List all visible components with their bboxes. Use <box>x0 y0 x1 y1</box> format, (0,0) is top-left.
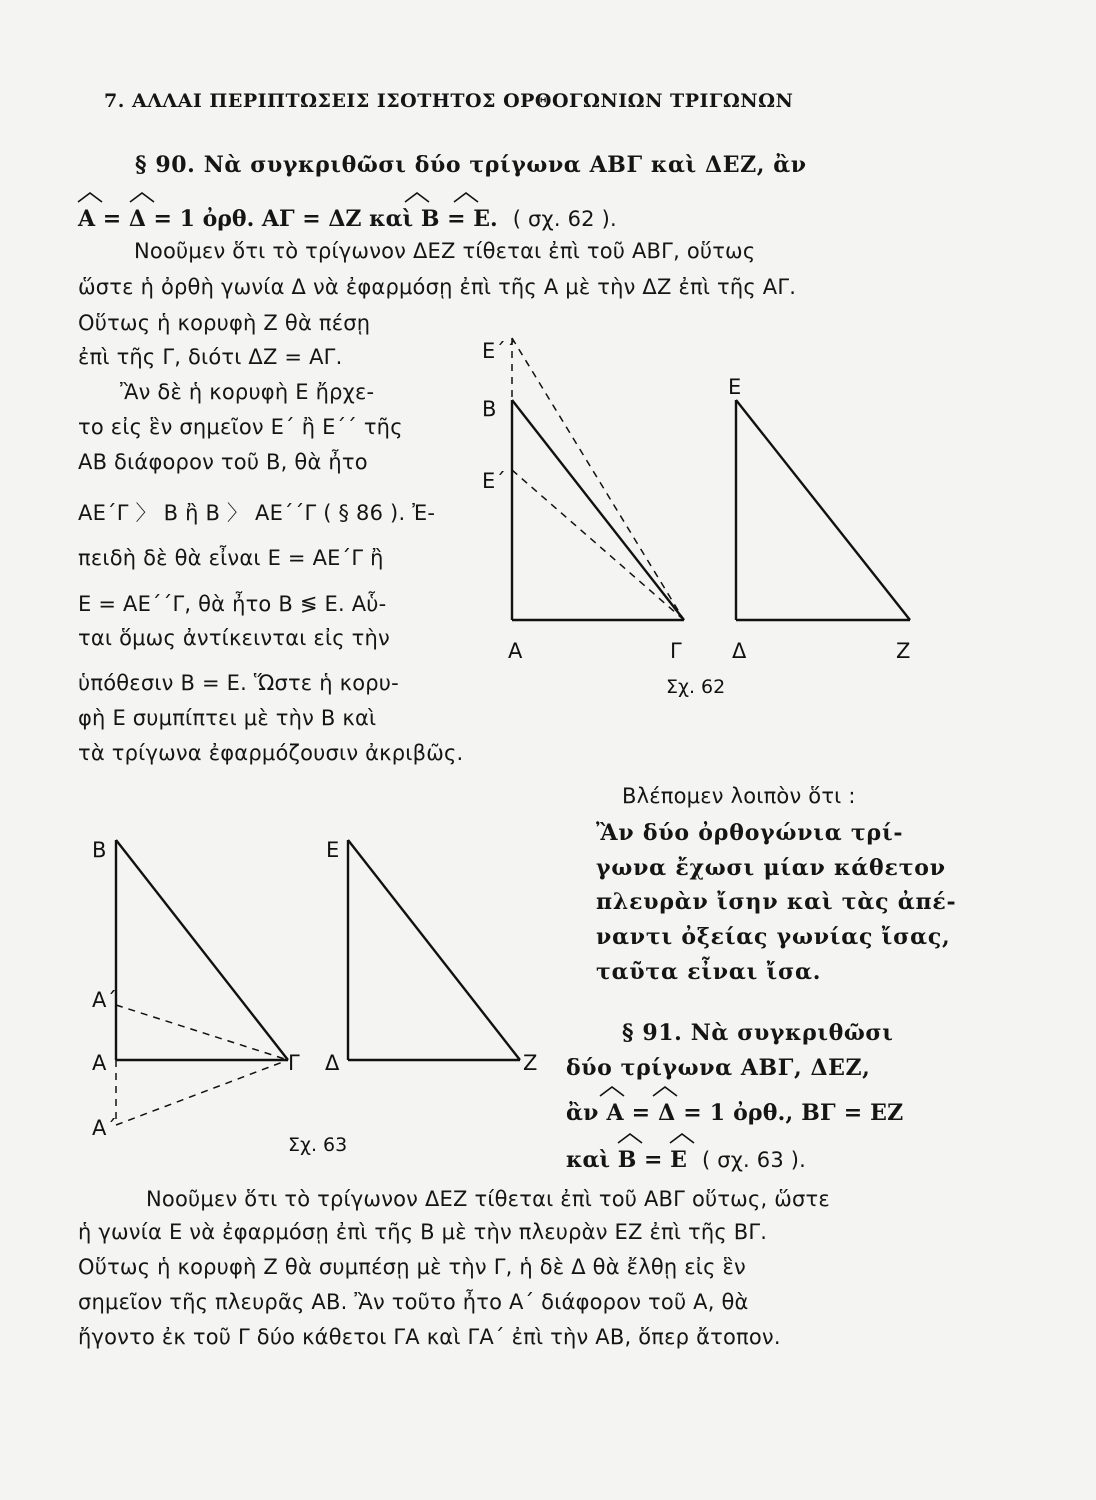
fig62-label: Δ <box>732 639 747 663</box>
p91-heading-line: δύο τρίγωνα ΑΒΓ, ΔΕΖ, <box>566 1055 871 1081</box>
p90-line: φὴ Ε συμπίπτει μὲ τὴν Β καὶ <box>78 706 377 730</box>
p90-line: Ε = ΑΕ΄΄Γ, θὰ ἦτο Β ≶ Ε. Αὗ- <box>78 592 387 616</box>
fig63-side-EZ <box>348 840 520 1060</box>
fig62-caption: Σχ. 62 <box>666 676 726 698</box>
p90-line: ΑΕ΄Γ 〉 Β ἢ Β 〉 ΑΕ΄΄Γ ( § 86 ). Ἐ- <box>78 501 436 525</box>
p91-heading-line: § 91. Νὰ συγκριθῶσι <box>622 1020 894 1046</box>
fig62-label: Β <box>482 397 497 421</box>
fig63-dash-A1G-lower <box>116 1060 288 1125</box>
p90-line: ἐπὶ τῆς Γ, διότι ΔΖ = ΑΓ. <box>78 345 343 369</box>
p90-line: ὑπόθεσιν Β = Ε. Ὥστε ἡ κορυ- <box>78 671 399 695</box>
fig62-label: Ε΄΄ <box>482 339 517 363</box>
fig63-label: Β <box>92 838 107 862</box>
p91-line: Οὕτως ἡ κορυφὴ Ζ θὰ συμπέσῃ μὲ τὴν Γ, ἡ δὲ Δ θὰ ἔλθῃ εἰς ἓν <box>78 1255 746 1279</box>
p91-line: ἤγοντο ἐκ τοῦ Γ δύο κάθετοι ΓΑ καὶ ΓΑ΄ ἐπὶ τὴν ΑΒ, ὅπερ ἄτοπον. <box>78 1325 781 1349</box>
p91-line: σημεῖον τῆς πλευρᾶς ΑΒ. Ἂν τοῦτο ἦτο Α΄ διάφορον τοῦ Α, θὰ <box>78 1290 749 1314</box>
fig62-dash-E1G <box>512 470 684 620</box>
theorem-line: Ἂν δύο ὀρθογώνια τρί- <box>596 820 904 846</box>
p90-line: ὥστε ἡ ὀρθὴ γωνία Δ νὰ ἐφαρμόσῃ ἐπὶ τῆς Α μὲ τὴν ΔΖ ἐπὶ τῆς ΑΓ. <box>78 275 797 299</box>
fig62-label: Ε <box>728 375 742 399</box>
p91-fig-ref: ( σχ. 63 ). <box>701 1148 807 1172</box>
p91-heading-line: ἂν Α = Δ = 1 ὀρθ., ΒΓ = ΕΖ <box>566 1100 904 1126</box>
p91-heading-line: καὶ Β = Ε <box>566 1147 687 1173</box>
section-title: 7. ΑΛΛΑΙ ΠΕΡΙΠΤΩΣΕΙΣ ΙΣΟΤΗΤΟΣ ΟΡΘΟΓΩΝΙΩΝ ΤΡΙΓΩΝΩΝ <box>104 90 794 112</box>
fig62-label: Γ <box>670 639 682 663</box>
theorem-line: ταῦτα εἶναι ἴσα. <box>596 959 822 985</box>
angle-hats-p91 <box>0 0 1 1</box>
fig62-label: Α <box>508 639 523 663</box>
theorem-line: πλευρὰν ἴσην καὶ τὰς ἀπέ- <box>596 889 957 915</box>
p90-line: τὰ τρίγωνα ἐφαρμόζουσιν ἀκριβῶς. <box>78 741 464 765</box>
theorem-intro: Βλέπομεν λοιπὸν ὅτι : <box>622 784 856 808</box>
fig63-label: Α΄ <box>92 1116 117 1140</box>
p90-line: Οὕτως ἡ κορυφὴ Ζ θὰ πέσῃ <box>78 311 371 335</box>
fig63-label: Ζ <box>523 1051 538 1075</box>
p90-line: Νοοῦμεν ὅτι τὸ τρίγωνον ΔΕΖ τίθεται ἐπὶ τοῦ ΑΒΓ, οὕτως <box>134 239 756 263</box>
p91-line: ἡ γωνία Ε νὰ ἐφαρμόσῃ ἐπὶ τῆς Β μὲ τὴν πλευρὰν ΕΖ ἐπὶ τῆς ΒΓ. <box>78 1220 768 1244</box>
fig62-label: Ε΄ <box>482 469 506 493</box>
p90-fig-ref: ( σχ. 62 ). <box>512 207 617 231</box>
fig63-label: Α <box>92 1051 107 1075</box>
p90-line: το εἰς ἓν σημεῖον Ε΄ ἢ Ε΄΄ τῆς <box>78 415 403 439</box>
figure-63 <box>80 825 550 1165</box>
fig63-side-BG <box>116 840 288 1060</box>
p90-line: ΑΒ διάφορον τοῦ Β, θὰ ἦτο <box>78 450 368 474</box>
fig63-label: Δ <box>325 1051 340 1075</box>
p90-line: ται ὅμως ἀντίκεινται εἰς τὴν <box>78 626 390 650</box>
p90-heading-line2: Α = Δ = 1 ὀρθ. ΑΓ = ΔΖ καὶ Β = Ε. <box>78 206 498 232</box>
fig62-side-BG <box>512 400 684 620</box>
fig62-label: Ζ <box>896 639 911 663</box>
figure-62 <box>470 330 940 700</box>
fig63-label: Γ <box>288 1051 300 1075</box>
p90-heading-line1: § 90. Νὰ συγκριθῶσι δύο τρίγωνα ΑΒΓ καὶ ΔΕΖ, ἂν <box>135 152 807 178</box>
p90-line: Ἂν δὲ ἡ κορυφὴ Ε ἤρχε- <box>120 380 375 404</box>
fig62-side-EZ <box>736 400 910 620</box>
fig63-label: Ε <box>326 838 340 862</box>
fig63-label: Α΄ <box>92 988 117 1012</box>
fig63-dash-A1G-upper <box>116 1005 288 1060</box>
p90-line: πειδὴ δὲ θὰ εἶναι Ε = ΑΕ΄Γ ἢ <box>78 546 384 570</box>
fig63-caption: Σχ. 63 <box>288 1134 348 1156</box>
theorem-line: ναντι ὀξείας γωνίας ἴσας, <box>596 924 951 950</box>
p91-line: Νοοῦμεν ὅτι τὸ τρίγωνον ΔΕΖ τίθεται ἐπὶ τοῦ ΑΒΓ οὕτως, ὥστε <box>146 1187 830 1211</box>
theorem-line: γωνα ἔχωσι μίαν κάθετον <box>596 855 946 881</box>
fig62-dash-E2G <box>512 338 684 620</box>
